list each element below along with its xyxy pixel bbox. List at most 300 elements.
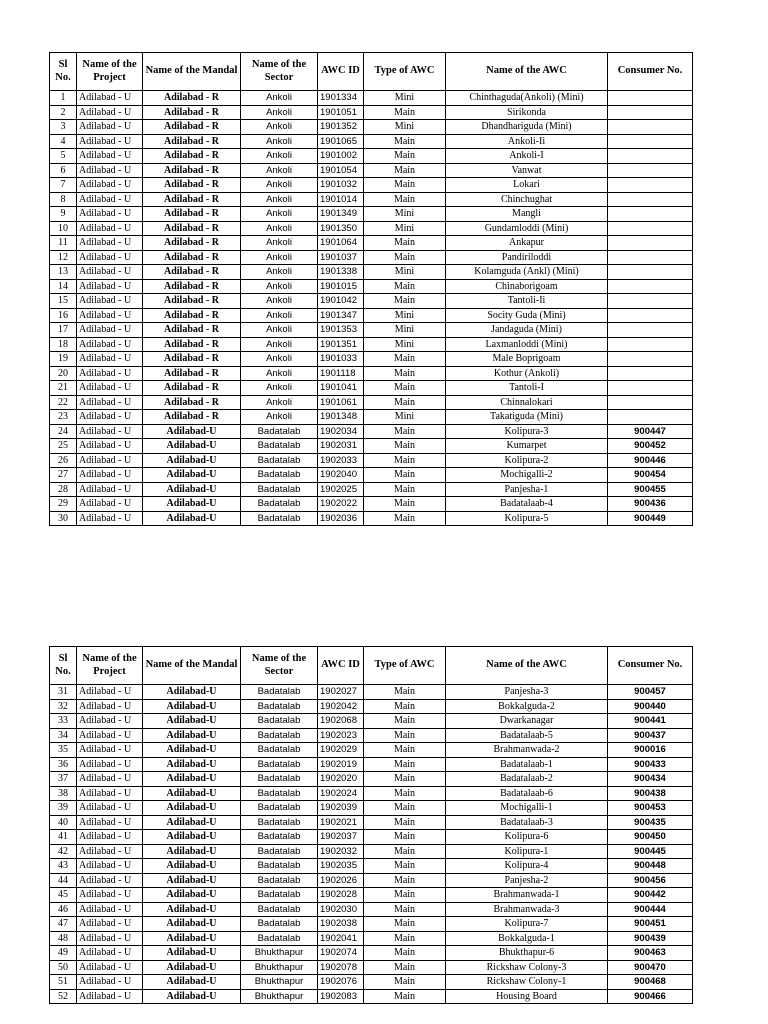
mandal-cell: Adilabad-U [143, 975, 241, 990]
sector-cell: Ankoli [241, 134, 318, 149]
mandal-cell: Adilabad-U [143, 801, 241, 816]
sector-cell: Badatalab [241, 685, 318, 700]
table-row [50, 91, 693, 106]
awc-id-cell: 1902022 [318, 497, 364, 512]
awc-type-cell: Mini [364, 91, 446, 106]
awc-id-cell: 1901353 [318, 323, 364, 338]
sl-no-cell: 11 [50, 236, 77, 251]
consumer-no-cell [608, 120, 693, 135]
consumer-no-cell [608, 308, 693, 323]
awc-type-cell: Main [364, 163, 446, 178]
awc-type-cell: Main [364, 511, 446, 526]
awc-name-cell: Mochigalli-1 [446, 801, 608, 816]
awc-name-cell: Male Boprigoam [446, 352, 608, 367]
awc-type-cell: Main [364, 279, 446, 294]
sector-cell: Ankoli [241, 366, 318, 381]
awc-id-cell: 1901014 [318, 192, 364, 207]
sl-no-cell: 36 [50, 757, 77, 772]
sl-no-cell: 41 [50, 830, 77, 845]
sl-no-cell: 30 [50, 511, 77, 526]
project-cell: Adilabad - U [77, 424, 143, 439]
sector-cell: Ankoli [241, 381, 318, 396]
sl-no-cell: 1 [50, 91, 77, 106]
awc-name-cell: Mochigalli-2 [446, 468, 608, 483]
sl-no-cell: 10 [50, 221, 77, 236]
mandal-cell: Adilabad-U [143, 873, 241, 888]
mandal-cell: Adilabad-U [143, 888, 241, 903]
consumer-no-cell: 900463 [608, 946, 693, 961]
table-row [50, 294, 693, 309]
mandal-cell: Adilabad - R [143, 410, 241, 425]
table-row [50, 120, 693, 135]
awc-type-cell: Main [364, 294, 446, 309]
project-cell: Adilabad - U [77, 265, 143, 280]
consumer-no-cell [608, 134, 693, 149]
awc-id-cell: 1902020 [318, 772, 364, 787]
sector-cell: Ankoli [241, 207, 318, 222]
table-row [50, 192, 693, 207]
sector-cell: Ankoli [241, 337, 318, 352]
consumer-no-cell [608, 381, 693, 396]
sl-no-cell: 18 [50, 337, 77, 352]
sector-cell: Ankoli [241, 395, 318, 410]
sector-cell: Badatalab [241, 468, 318, 483]
project-cell: Adilabad - U [77, 439, 143, 454]
header-awc-name: Name of the AWC [446, 53, 608, 91]
awc-name-cell: Tantoli-Ii [446, 294, 608, 309]
project-cell: Adilabad - U [77, 308, 143, 323]
awc-type-cell: Main [364, 859, 446, 874]
mandal-cell: Adilabad - R [143, 236, 241, 251]
awc-name-cell: Kolipura-5 [446, 511, 608, 526]
awc-id-cell: 1901351 [318, 337, 364, 352]
awc-type-cell: Main [364, 989, 446, 1004]
awc-id-cell: 1902021 [318, 815, 364, 830]
table-row [50, 149, 693, 164]
consumer-no-cell [608, 265, 693, 280]
sector-cell: Badatalab [241, 424, 318, 439]
mandal-cell: Adilabad - R [143, 120, 241, 135]
consumer-no-cell [608, 352, 693, 367]
table-row [50, 366, 693, 381]
awc-id-cell: 1901054 [318, 163, 364, 178]
project-cell: Adilabad - U [77, 236, 143, 251]
mandal-cell: Adilabad-U [143, 844, 241, 859]
awc-type-cell: Main [364, 786, 446, 801]
table-row [50, 714, 693, 729]
sector-cell: Badatalab [241, 497, 318, 512]
sl-no-cell: 15 [50, 294, 77, 309]
sl-no-cell: 17 [50, 323, 77, 338]
consumer-no-cell: 900434 [608, 772, 693, 787]
sl-no-cell: 22 [50, 395, 77, 410]
project-cell: Adilabad - U [77, 931, 143, 946]
project-cell: Adilabad - U [77, 772, 143, 787]
project-cell: Adilabad - U [77, 786, 143, 801]
table-row [50, 482, 693, 497]
table-row [50, 873, 693, 888]
awc-type-cell: Main [364, 424, 446, 439]
awc-type-cell: Main [364, 772, 446, 787]
awc-name-cell: Brahmanwada-3 [446, 902, 608, 917]
project-cell: Adilabad - U [77, 844, 143, 859]
awc-id-cell: 1901338 [318, 265, 364, 280]
table-row [50, 395, 693, 410]
awc-name-cell: Bhukthapur-6 [446, 946, 608, 961]
project-cell: Adilabad - U [77, 105, 143, 120]
mandal-cell: Adilabad - R [143, 250, 241, 265]
project-cell: Adilabad - U [77, 989, 143, 1004]
sector-cell: Badatalab [241, 844, 318, 859]
sector-cell: Badatalab [241, 728, 318, 743]
table-row [50, 439, 693, 454]
awc-type-cell: Main [364, 468, 446, 483]
mandal-cell: Adilabad - R [143, 352, 241, 367]
awc-name-cell: Socity Guda (Mini) [446, 308, 608, 323]
awc-id-cell: 1901334 [318, 91, 364, 106]
awc-id-cell: 1902041 [318, 931, 364, 946]
mandal-cell: Adilabad-U [143, 424, 241, 439]
project-cell: Adilabad - U [77, 482, 143, 497]
mandal-cell: Adilabad-U [143, 931, 241, 946]
sector-cell: Badatalab [241, 439, 318, 454]
awc-type-cell: Main [364, 757, 446, 772]
awc-name-cell: Housing Board [446, 989, 608, 1004]
awc-type-cell: Mini [364, 207, 446, 222]
awc-name-cell: Pandiriloddi [446, 250, 608, 265]
sector-cell: Bhukthapur [241, 960, 318, 975]
table-row [50, 265, 693, 280]
sector-cell: Badatalab [241, 873, 318, 888]
table-row [50, 323, 693, 338]
project-cell: Adilabad - U [77, 207, 143, 222]
awc-name-cell: Badatalaab-4 [446, 497, 608, 512]
sl-no-cell: 37 [50, 772, 77, 787]
awc-name-cell: Bokkalguda-2 [446, 699, 608, 714]
sector-cell: Ankoli [241, 178, 318, 193]
awc-id-cell: 1902039 [318, 801, 364, 816]
project-cell: Adilabad - U [77, 149, 143, 164]
table-row [50, 801, 693, 816]
consumer-no-cell [608, 323, 693, 338]
awc-id-cell: 1902031 [318, 439, 364, 454]
project-cell: Adilabad - U [77, 250, 143, 265]
sl-no-cell: 8 [50, 192, 77, 207]
awc-type-cell: Main [364, 931, 446, 946]
sl-no-cell: 2 [50, 105, 77, 120]
awc-type-cell: Main [364, 728, 446, 743]
awc-id-cell: 1902032 [318, 844, 364, 859]
awc-id-cell: 1901065 [318, 134, 364, 149]
consumer-no-cell [608, 163, 693, 178]
header-awc-id: AWC ID [318, 53, 364, 91]
project-cell: Adilabad - U [77, 192, 143, 207]
project-cell: Adilabad - U [77, 859, 143, 874]
consumer-no-cell: 900470 [608, 960, 693, 975]
consumer-no-cell [608, 294, 693, 309]
header-project: Name of the Project [77, 53, 143, 91]
sector-cell: Badatalab [241, 757, 318, 772]
table-row [50, 859, 693, 874]
awc-id-cell: 1902030 [318, 902, 364, 917]
consumer-no-cell: 900468 [608, 975, 693, 990]
mandal-cell: Adilabad-U [143, 815, 241, 830]
awc-type-cell: Main [364, 236, 446, 251]
table-row [50, 381, 693, 396]
sector-cell: Ankoli [241, 410, 318, 425]
project-cell: Adilabad - U [77, 178, 143, 193]
table-row [50, 743, 693, 758]
project-cell: Adilabad - U [77, 279, 143, 294]
awc-type-cell: Main [364, 482, 446, 497]
table-row [50, 728, 693, 743]
consumer-no-cell: 900447 [608, 424, 693, 439]
project-cell: Adilabad - U [77, 366, 143, 381]
awc-name-cell: Ankapur [446, 236, 608, 251]
awc-type-cell: Main [364, 801, 446, 816]
table-row [50, 975, 693, 990]
awc-id-cell: 1901042 [318, 294, 364, 309]
awc-type-cell: Main [364, 250, 446, 265]
sector-cell: Badatalab [241, 772, 318, 787]
mandal-cell: Adilabad-U [143, 757, 241, 772]
mandal-cell: Adilabad - R [143, 381, 241, 396]
mandal-cell: Adilabad-U [143, 699, 241, 714]
consumer-no-cell: 900451 [608, 917, 693, 932]
awc-name-cell: Laxmanloddi (Mini) [446, 337, 608, 352]
project-cell: Adilabad - U [77, 902, 143, 917]
consumer-no-cell: 900016 [608, 743, 693, 758]
awc-type-cell: Main [364, 192, 446, 207]
awc-id-cell: 1902028 [318, 888, 364, 903]
mandal-cell: Adilabad-U [143, 772, 241, 787]
mandal-cell: Adilabad - R [143, 395, 241, 410]
sl-no-cell: 40 [50, 815, 77, 830]
awc-id-cell: 1902040 [318, 468, 364, 483]
awc-id-cell: 1902027 [318, 685, 364, 700]
sector-cell: Bhukthapur [241, 989, 318, 1004]
awc-type-cell: Main [364, 917, 446, 932]
mandal-cell: Adilabad-U [143, 902, 241, 917]
consumer-no-cell: 900435 [608, 815, 693, 830]
awc-name-cell: Badatalaab-1 [446, 757, 608, 772]
consumer-no-cell [608, 149, 693, 164]
mandal-cell: Adilabad - R [143, 192, 241, 207]
sl-no-cell: 16 [50, 308, 77, 323]
table-row [50, 453, 693, 468]
sl-no-cell: 39 [50, 801, 77, 816]
awc-name-cell: Brahmanwada-1 [446, 888, 608, 903]
awc-id-cell: 1902034 [318, 424, 364, 439]
mandal-cell: Adilabad-U [143, 439, 241, 454]
awc-name-cell: Chinnalokari [446, 395, 608, 410]
awc-id-cell: 1901037 [318, 250, 364, 265]
mandal-cell: Adilabad-U [143, 714, 241, 729]
awc-type-cell: Main [364, 888, 446, 903]
awc-type-cell: Main [364, 960, 446, 975]
sector-cell: Badatalab [241, 888, 318, 903]
awc-type-cell: Main [364, 105, 446, 120]
consumer-no-cell: 900440 [608, 699, 693, 714]
sector-cell: Badatalab [241, 931, 318, 946]
sector-cell: Ankoli [241, 352, 318, 367]
table-row [50, 207, 693, 222]
consumer-no-cell: 900433 [608, 757, 693, 772]
header-mandal: Name of the Mandal [143, 53, 241, 91]
sector-cell: Ankoli [241, 192, 318, 207]
table-row [50, 308, 693, 323]
sector-cell: Badatalab [241, 786, 318, 801]
project-cell: Adilabad - U [77, 497, 143, 512]
consumer-no-cell: 900456 [608, 873, 693, 888]
header-awc-type: Type of AWC [364, 647, 446, 685]
awc-id-cell: 1902036 [318, 511, 364, 526]
awc-name-cell: Dhandhariguda (Mini) [446, 120, 608, 135]
consumer-no-cell [608, 91, 693, 106]
awc-id-cell: 1901349 [318, 207, 364, 222]
awc-id-cell: 1902023 [318, 728, 364, 743]
awc-type-cell: Main [364, 352, 446, 367]
consumer-no-cell [608, 192, 693, 207]
consumer-no-cell: 900446 [608, 453, 693, 468]
consumer-no-cell: 900449 [608, 511, 693, 526]
header-awc-id: AWC ID [318, 647, 364, 685]
mandal-cell: Adilabad - R [143, 337, 241, 352]
sl-no-cell: 31 [50, 685, 77, 700]
awc-id-cell: 1901033 [318, 352, 364, 367]
sector-cell: Badatalab [241, 714, 318, 729]
awc-id-cell: 1902042 [318, 699, 364, 714]
awc-type-cell: Main [364, 975, 446, 990]
sector-cell: Ankoli [241, 323, 318, 338]
consumer-no-cell: 900442 [608, 888, 693, 903]
sector-cell: Ankoli [241, 279, 318, 294]
sector-cell: Badatalab [241, 743, 318, 758]
mandal-cell: Adilabad - R [143, 134, 241, 149]
awc-id-cell: 1902038 [318, 917, 364, 932]
mandal-cell: Adilabad-U [143, 511, 241, 526]
awc-id-cell: 1902033 [318, 453, 364, 468]
project-cell: Adilabad - U [77, 830, 143, 845]
awc-type-cell: Main [364, 381, 446, 396]
awc-type-cell: Main [364, 815, 446, 830]
table-row [50, 946, 693, 961]
mandal-cell: Adilabad - R [143, 163, 241, 178]
mandal-cell: Adilabad - R [143, 308, 241, 323]
header-sl-no: Sl No. [50, 647, 77, 685]
table-row [50, 902, 693, 917]
awc-type-cell: Main [364, 453, 446, 468]
awc-name-cell: Bokkalguda-1 [446, 931, 608, 946]
sector-cell: Badatalab [241, 453, 318, 468]
sector-cell: Ankoli [241, 105, 318, 120]
sector-cell: Badatalab [241, 699, 318, 714]
mandal-cell: Adilabad-U [143, 830, 241, 845]
sector-cell: Ankoli [241, 236, 318, 251]
sl-no-cell: 47 [50, 917, 77, 932]
sl-no-cell: 38 [50, 786, 77, 801]
awc-type-cell: Mini [364, 221, 446, 236]
project-cell: Adilabad - U [77, 975, 143, 990]
sector-cell: Ankoli [241, 308, 318, 323]
sector-cell: Badatalab [241, 859, 318, 874]
table-row [50, 815, 693, 830]
sector-cell: Bhukthapur [241, 946, 318, 961]
sl-no-cell: 35 [50, 743, 77, 758]
awc-name-cell: Brahmanwada-2 [446, 743, 608, 758]
awc-table-2 [49, 646, 693, 1004]
sl-no-cell: 21 [50, 381, 77, 396]
sl-no-cell: 9 [50, 207, 77, 222]
table-row [50, 468, 693, 483]
awc-name-cell: Kolipura-1 [446, 844, 608, 859]
awc-type-cell: Main [364, 685, 446, 700]
awc-type-cell: Main [364, 497, 446, 512]
sl-no-cell: 14 [50, 279, 77, 294]
awc-type-cell: Main [364, 946, 446, 961]
sl-no-cell: 51 [50, 975, 77, 990]
awc-name-cell: Sirikonda [446, 105, 608, 120]
table-row [50, 134, 693, 149]
project-cell: Adilabad - U [77, 381, 143, 396]
sector-cell: Badatalab [241, 917, 318, 932]
project-cell: Adilabad - U [77, 453, 143, 468]
table-row [50, 410, 693, 425]
consumer-no-cell: 900436 [608, 497, 693, 512]
sector-cell: Ankoli [241, 294, 318, 309]
sl-no-cell: 48 [50, 931, 77, 946]
project-cell: Adilabad - U [77, 714, 143, 729]
awc-name-cell: Panjesha-1 [446, 482, 608, 497]
project-cell: Adilabad - U [77, 163, 143, 178]
awc-type-cell: Main [364, 714, 446, 729]
awc-id-cell: 1901002 [318, 149, 364, 164]
mandal-cell: Adilabad-U [143, 989, 241, 1004]
table-row [50, 163, 693, 178]
awc-name-cell: Vanwat [446, 163, 608, 178]
table-row [50, 511, 693, 526]
project-cell: Adilabad - U [77, 395, 143, 410]
table-row [50, 178, 693, 193]
sl-no-cell: 13 [50, 265, 77, 280]
mandal-cell: Adilabad - R [143, 178, 241, 193]
awc-name-cell: Kolipura-7 [446, 917, 608, 932]
sl-no-cell: 3 [50, 120, 77, 135]
header-consumer-no: Consumer No. [608, 53, 693, 91]
sector-cell: Badatalab [241, 801, 318, 816]
awc-id-cell: 1901061 [318, 395, 364, 410]
consumer-no-cell: 900457 [608, 685, 693, 700]
awc-name-cell: Rickshaw Colony-3 [446, 960, 608, 975]
mandal-cell: Adilabad - R [143, 207, 241, 222]
sl-no-cell: 29 [50, 497, 77, 512]
awc-name-cell: Badatalaab-3 [446, 815, 608, 830]
table-row [50, 888, 693, 903]
awc-id-cell: 1901064 [318, 236, 364, 251]
awc-name-cell: Kolipura-2 [446, 453, 608, 468]
awc-name-cell: Tantoli-I [446, 381, 608, 396]
project-cell: Adilabad - U [77, 468, 143, 483]
project-cell: Adilabad - U [77, 728, 143, 743]
header-row [50, 53, 693, 91]
mandal-cell: Adilabad - R [143, 221, 241, 236]
awc-name-cell: Kolipura-3 [446, 424, 608, 439]
table-row [50, 221, 693, 236]
awc-id-cell: 1902019 [318, 757, 364, 772]
awc-type-cell: Mini [364, 265, 446, 280]
mandal-cell: Adilabad - R [143, 149, 241, 164]
table-row [50, 105, 693, 120]
